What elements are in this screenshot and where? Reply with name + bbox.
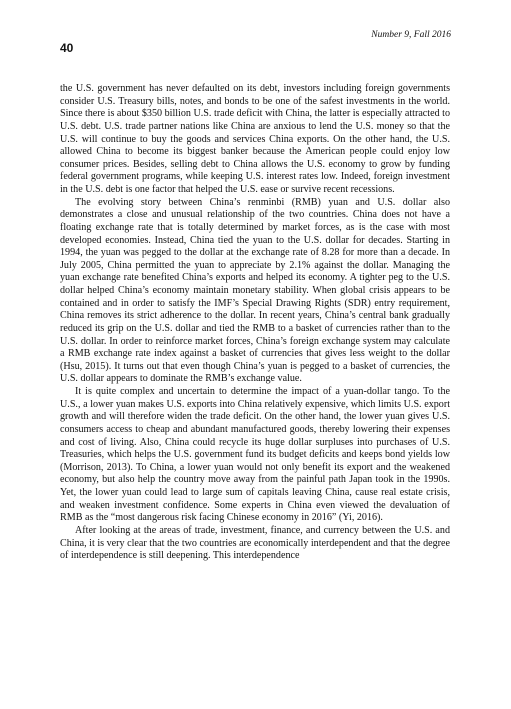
page-number: 40 bbox=[60, 41, 74, 55]
paragraph-4: After looking at the areas of trade, investment, finance, and currency between the U.S. and China, it is very clear that the two countries are economically interdependent and that the degree of interdependence is still deepening. This interdependence bbox=[60, 524, 450, 562]
paragraph-1: the U.S. government has never defaulted on its debt, investors including foreign governments consider U.S. Treasury bills, notes, and bonds to be one of the safest investments in the world. Since there is about $350 billion U.S. trade deficit with China, the latter is especially attracted to U.S. debt. U.S. trade partner nations like China are anxious to lend the U.S. money so that the U.S. will continue to buy the goods and services China exports. On the other hand, the U.S. allowed China to become its biggest banker because the American people could enjoy low consumer prices. Besides, selling debt to China allows the U.S. economy to grow by funding federal government programs, while keeping U.S. interest rates low. Indeed, foreign investment in the U.S. debt is one factor that helped the U.S. ease or survive recent recessions. bbox=[60, 83, 450, 195]
paragraph-3: It is quite complex and uncertain to determine the impact of a yuan-dollar tango. To the U.S., a lower yuan makes U.S. exports into China relatively expensive, which limits U.S. export growth and will therefore widen the trade deficit. On the other hand, the lower yuan gives U.S. consumers access to cheap and abundant manufactured goods, thereby lowering their expenses and cost of living. Also, China could recycle its huge dollar surpluses into purchases of U.S. Treasuries, which helps the U.S. government fund its budget deficits and keeps bond yields low (Morrison, 2013). To China, a lower yuan would not only benefit its export and the weakened economy, but also help the country move away from the painful path Japan took in the 1990s. Yet, the lower yuan could lead to large sum of capitals leaving China, cause real estate crisis, and weaken investment confidence. Some experts in China even viewed the devaluation of RMB as the “most dangerous risk facing Chinese economy in 2016” (Yi, 2016). bbox=[60, 386, 450, 524]
running-header: Number 9, Fall 2016 bbox=[371, 30, 451, 40]
paragraph-2: The evolving story between China’s renminbi (RMB) yuan and U.S. dollar also demonstrates a close and unusual relationship of the two countries. China does not have a floating exchange rate that is totally determined by market forces, as is the case with most developed economies. Instead, China tied the yuan to the U.S. dollar for decades. Starting in 1994, the yuan was pegged to the dollar at the exchange rate of 8.28 for more than a decade. In July 2005, China permitted the yuan to appreciate by 2.1% against the dollar. Managing the yuan exchange rate benefited China’s exports and helped its economy. A tighter peg to the U.S. dollar helped China’s economy maintain monetary stability. When global crisis appears to be contained and in order to satisfy the IMF’s Special Drawing Rights (SDR) entry requirement, China removes its strict adherence to the dollar. In recent years, China’s central bank gradually reduced its grip on the U.S. dollar and tied the RMB to a basket of currencies rather than to the U.S. dollar. In order to reinforce market forces, China’s foreign exchange system may calculate a RMB exchange rate index against a basket of currencies that gives less weight to the dollar (Hsu, 2015). It turns out that even though China’s yuan is pegged to a basket of currencies, the U.S. dollar appears to dominate the RMB’s exchange value. bbox=[60, 196, 450, 385]
body-text bbox=[60, 83, 450, 563]
